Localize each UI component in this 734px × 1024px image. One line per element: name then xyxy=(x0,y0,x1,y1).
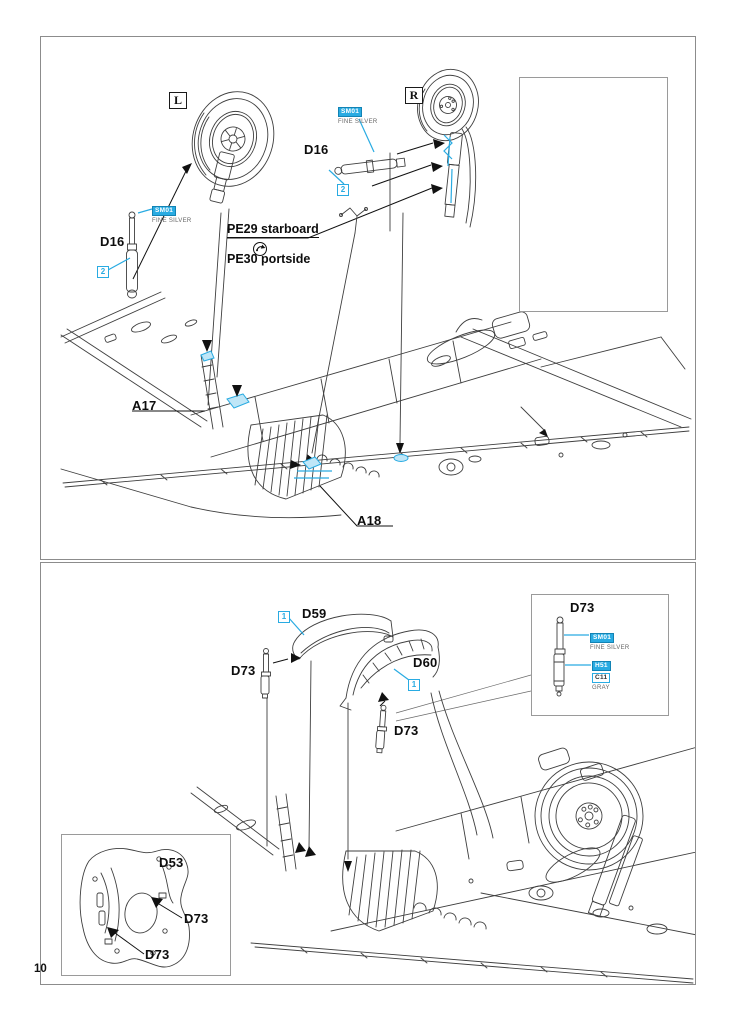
part-label-d16-left: D16 xyxy=(100,234,125,249)
qty-badge-d16-left: 2 xyxy=(97,266,109,278)
d73-strut-left xyxy=(261,649,271,699)
inset-part-label-d73: D73 xyxy=(570,600,595,615)
paint-callout-silver-right xyxy=(338,105,378,126)
strut-detail-inset-box xyxy=(531,594,669,716)
paint-code-sm01: SM01 xyxy=(152,206,176,216)
side-badge-right xyxy=(405,87,423,104)
pe-note-portside: PE30 portside xyxy=(227,252,311,266)
placement-leaders xyxy=(305,213,404,464)
part-label-d59: D59 xyxy=(302,606,327,621)
paint-callout-silver-left xyxy=(152,204,192,225)
paint-callout-gray-inset xyxy=(592,659,611,692)
a17-parts xyxy=(132,340,249,429)
part-label-a17: A17 xyxy=(132,398,157,413)
side-badge-left xyxy=(169,92,187,109)
strut-inset-artwork xyxy=(532,595,668,715)
d73-inset-part xyxy=(554,617,565,696)
paint-code-h51: H51 xyxy=(592,661,611,671)
pe-note-starboard: PE29 starboard xyxy=(227,222,319,236)
qty-badge-d16-right: 2 xyxy=(337,184,349,196)
d73-strut-right xyxy=(375,675,531,753)
part-label-a18: A18 xyxy=(357,513,382,528)
qty-badge-d59: 1 xyxy=(278,611,290,623)
part-label-d16-right: D16 xyxy=(304,142,329,157)
paint-name-fine-silver: FINE SILVER xyxy=(152,218,192,224)
leader-d73-left xyxy=(273,653,301,663)
step-panel-top xyxy=(40,36,696,560)
paint-code-sm01: SM01 xyxy=(338,107,362,117)
side-badge-left-letter: L xyxy=(173,93,182,107)
inset-ref-label-d73-b: D73 xyxy=(145,947,170,962)
paint-name-gray: GRAY xyxy=(592,685,610,691)
inset-part-label-d53: D53 xyxy=(159,855,184,870)
qty-badge-d60: 1 xyxy=(408,679,420,691)
paint-code-c11: C11 xyxy=(592,673,610,683)
side-badge-right-letter: R xyxy=(409,88,419,102)
paint-callout-silver-inset xyxy=(590,631,630,652)
part-label-d73-left: D73 xyxy=(231,663,256,678)
paint-code-sm01: SM01 xyxy=(590,633,614,643)
left-wheel-drawing xyxy=(180,81,286,405)
part-label-d60: D60 xyxy=(413,655,438,670)
inset-ref-label-d73-a: D73 xyxy=(184,911,209,926)
paint-name-fine-silver: FINE SILVER xyxy=(338,119,378,125)
d16-left-part xyxy=(127,212,138,298)
placement-leaders-bottom xyxy=(267,661,493,872)
step-panel-bottom xyxy=(40,562,696,985)
page-number: 10 xyxy=(34,963,47,975)
paint-name-fine-silver: FINE SILVER xyxy=(590,645,630,651)
gear-detail-inset-box xyxy=(519,77,668,312)
part-label-d73-right: D73 xyxy=(394,723,419,738)
